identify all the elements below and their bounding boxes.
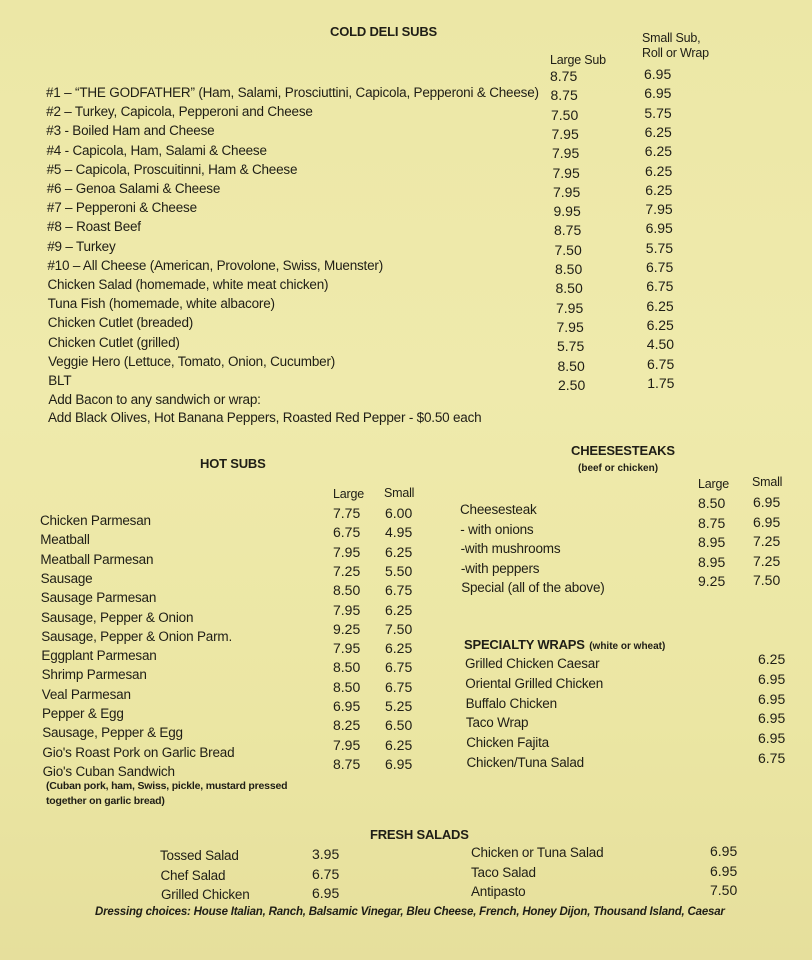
cold-sub-small-price: 5.75 bbox=[645, 239, 674, 256]
cuban-note-line2: together on garlic bread) bbox=[46, 795, 165, 807]
cold-sub-small-price: 6.25 bbox=[644, 123, 672, 140]
cold-sub-large-price: 8.50 bbox=[555, 261, 583, 277]
salad-name: Chicken or Tuna Salad bbox=[471, 845, 604, 860]
hot-sub-small-price: 4.95 bbox=[385, 524, 413, 541]
cheesesteaks-col-small-header: Small bbox=[752, 475, 783, 489]
cold-sub-name: #5 – Capicola, Proscuitinni, Ham & Cheese bbox=[46, 161, 298, 177]
cold-sub-name: Chicken Cutlet (grilled) bbox=[47, 334, 180, 350]
cheesesteak-small-price: 6.95 bbox=[753, 513, 781, 530]
hot-sub-name: Veal Parmesan bbox=[41, 686, 131, 702]
cold-col-large-header: Large Sub bbox=[550, 53, 606, 67]
hot-sub-name: Meatball bbox=[40, 532, 90, 548]
hot-sub-large-price: 8.50 bbox=[333, 659, 361, 676]
cold-sub-name: BLT bbox=[48, 373, 72, 388]
cold-sub-name: Add Bacon to any sandwich or wrap: bbox=[48, 392, 261, 408]
hot-sub-large-price: 6.95 bbox=[333, 698, 361, 714]
hot-sub-name: Sausage bbox=[40, 570, 93, 586]
wrap-price: 6.75 bbox=[758, 750, 786, 766]
cheesesteak-small-price: 7.25 bbox=[753, 533, 781, 549]
hot-sub-name: Shrimp Parmesan bbox=[41, 667, 147, 683]
cheesesteak-small-price: 6.95 bbox=[753, 494, 781, 510]
cheesesteak-small-price: 7.25 bbox=[753, 552, 781, 569]
cold-sub-small-price: 1.75 bbox=[647, 374, 675, 391]
cheesesteak-name: Special (all of the above) bbox=[461, 580, 605, 595]
hot-sub-name: Sausage, Pepper & Onion Parm. bbox=[41, 628, 233, 644]
hot-sub-small-price: 7.50 bbox=[385, 620, 413, 637]
wrap-price: 6.95 bbox=[758, 710, 786, 727]
cheesesteak-large-price: 9.25 bbox=[698, 573, 726, 589]
hot-sub-small-price: 6.75 bbox=[385, 659, 413, 676]
hot-sub-name: Sausage Parmesan bbox=[40, 590, 157, 606]
cheesesteak-name: -with mushrooms bbox=[460, 541, 561, 556]
cuban-note-line1: (Cuban pork, ham, Swiss, pickle, mustard pressed bbox=[46, 780, 288, 792]
cold-sub-large-price: 7.50 bbox=[554, 241, 582, 258]
cheesesteak-name: -with peppers bbox=[460, 560, 540, 576]
cold-sub-name: Tuna Fish (homemade, white albacore) bbox=[47, 296, 275, 312]
wrap-name: Chicken/Tuna Salad bbox=[466, 755, 584, 770]
hot-sub-name: Chicken Parmesan bbox=[40, 513, 151, 528]
cold-addon-line: Add Black Olives, Hot Banana Peppers, Roasted Red Pepper - $0.50 each bbox=[48, 410, 482, 425]
hot-sub-name: Meatball Parmesan bbox=[40, 551, 154, 567]
hot-sub-large-price: 7.75 bbox=[333, 505, 361, 521]
hot-col-large-header: Large bbox=[333, 487, 364, 501]
hot-sub-large-price: 8.75 bbox=[333, 755, 361, 772]
salad-name: Grilled Chicken bbox=[161, 887, 250, 902]
salad-price: 6.95 bbox=[312, 885, 340, 901]
wrap-price: 6.95 bbox=[758, 670, 786, 687]
cold-sub-large-price: 8.75 bbox=[550, 87, 578, 104]
cold-sub-small-price: 6.75 bbox=[646, 278, 674, 295]
cold-sub-name: #4 - Capicola, Ham, Salami & Cheese bbox=[46, 142, 267, 158]
hot-sub-large-price: 7.25 bbox=[333, 562, 361, 579]
cold-sub-name: #7 – Pepperoni & Cheese bbox=[46, 200, 197, 216]
hot-sub-small-price: 6.25 bbox=[385, 601, 413, 618]
hot-sub-name: Gio's Roast Pork on Garlic Bread bbox=[42, 744, 235, 760]
cheesesteak-name: - with onions bbox=[460, 521, 534, 537]
hot-sub-small-price: 5.50 bbox=[385, 562, 413, 579]
hot-sub-name: Sausage, Pepper & Egg bbox=[42, 725, 183, 741]
cold-sub-small-price: 6.25 bbox=[646, 316, 674, 333]
cold-sub-small-price: 6.25 bbox=[644, 143, 673, 160]
cold-sub-name: #6 – Genoa Salami & Cheese bbox=[46, 181, 221, 196]
hot-sub-large-price: 9.25 bbox=[333, 620, 361, 637]
salad-price: 6.75 bbox=[312, 865, 340, 882]
cold-sub-small-price: 6.25 bbox=[646, 297, 674, 314]
cheesesteak-large-price: 8.75 bbox=[698, 514, 726, 531]
hot-sub-small-price: 6.00 bbox=[385, 505, 413, 521]
cold-sub-large-price: 7.95 bbox=[556, 299, 584, 316]
cold-sub-large-price: 7.95 bbox=[551, 125, 579, 142]
salad-price: 7.50 bbox=[710, 882, 738, 898]
cheesesteaks-col-large-header: Large bbox=[698, 477, 729, 491]
hot-sub-small-price: 6.50 bbox=[385, 717, 413, 734]
cold-col-small-header-line2: Roll or Wrap bbox=[642, 46, 709, 60]
salad-price: 6.95 bbox=[710, 843, 738, 859]
hot-sub-name: Pepper & Egg bbox=[42, 706, 124, 721]
wraps-heading bbox=[464, 636, 665, 654]
salad-price: 6.95 bbox=[710, 862, 738, 879]
cold-sub-small-price: 4.50 bbox=[646, 336, 675, 353]
dressing-choices: Dressing choices: House Italian, Ranch, Balsamic Vinegar, Bleu Cheese, French, Honey Dijon, Thousand Island, Caesar bbox=[95, 906, 725, 918]
hot-sub-small-price: 6.95 bbox=[385, 755, 413, 772]
cold-sub-large-price: 8.50 bbox=[555, 280, 583, 297]
cold-sub-name: Chicken Cutlet (breaded) bbox=[47, 315, 194, 331]
cold-sub-large-price: 7.95 bbox=[556, 318, 584, 335]
wrap-name: Grilled Chicken Caesar bbox=[465, 656, 600, 671]
hot-sub-small-price: 6.25 bbox=[385, 640, 413, 657]
salad-price: 3.95 bbox=[312, 846, 340, 862]
hot-sub-large-price: 7.95 bbox=[333, 543, 361, 560]
cold-sub-large-price: 9.95 bbox=[553, 203, 581, 220]
cold-sub-small-price: 6.75 bbox=[647, 355, 675, 372]
hot-sub-small-price: 6.25 bbox=[385, 543, 413, 560]
hot-sub-large-price: 7.95 bbox=[333, 640, 361, 657]
cheesesteaks-title: CHEESESTEAKS bbox=[571, 443, 675, 458]
hot-sub-large-price: 8.50 bbox=[333, 678, 361, 695]
wraps-title: SPECIALTY WRAPS bbox=[464, 637, 585, 652]
hot-sub-small-price: 6.75 bbox=[385, 678, 413, 695]
cheesesteak-large-price: 8.95 bbox=[698, 553, 726, 570]
cold-sub-name: Veggie Hero (Lettuce, Tomato, Onion, Cucumber) bbox=[48, 353, 336, 369]
wrap-name: Buffalo Chicken bbox=[465, 695, 557, 711]
hot-sub-small-price: 5.25 bbox=[385, 698, 413, 714]
cold-sub-small-price: 6.25 bbox=[645, 181, 673, 198]
hot-sub-name: Sausage, Pepper & Onion bbox=[41, 609, 194, 625]
cold-col-small-header-line1: Small Sub, bbox=[642, 31, 701, 45]
cold-subs-title: COLD DELI SUBS bbox=[330, 24, 437, 39]
cold-sub-large-price: 8.50 bbox=[557, 357, 585, 374]
cold-sub-large-price: 7.95 bbox=[552, 164, 580, 181]
hot-sub-large-price: 8.25 bbox=[333, 717, 361, 734]
salads-title: FRESH SALADS bbox=[370, 827, 469, 842]
hot-sub-small-price: 6.75 bbox=[385, 582, 413, 599]
cold-sub-small-price: 5.75 bbox=[644, 104, 672, 121]
wrap-price: 6.25 bbox=[758, 651, 786, 667]
cold-sub-name: #10 – All Cheese (American, Provolone, Swiss, Muenster) bbox=[47, 257, 383, 273]
cold-sub-name: #2 – Turkey, Capicola, Pepperoni and Cheese bbox=[46, 104, 313, 120]
cold-sub-small-price: 7.95 bbox=[645, 201, 673, 218]
salad-name: Taco Salad bbox=[471, 864, 536, 880]
cold-sub-name: #1 – “THE GODFATHER” (Ham, Salami, Prosciuttini, Capicola, Pepperoni & Cheese) bbox=[46, 85, 539, 100]
hot-subs-title: HOT SUBS bbox=[200, 456, 266, 471]
wrap-name: Taco Wrap bbox=[465, 715, 529, 731]
salad-name: Chef Salad bbox=[160, 867, 226, 883]
cold-sub-large-price: 7.95 bbox=[552, 145, 580, 162]
wrap-price: 6.95 bbox=[758, 730, 786, 747]
hot-sub-small-price: 6.25 bbox=[385, 736, 413, 753]
cold-sub-large-price: 8.75 bbox=[554, 222, 582, 239]
cheesesteak-large-price: 8.50 bbox=[698, 495, 726, 511]
hot-sub-name: Eggplant Parmesan bbox=[41, 648, 157, 664]
cold-sub-small-price: 6.25 bbox=[645, 162, 673, 179]
cold-sub-small-price: 6.95 bbox=[644, 85, 672, 102]
wraps-subtitle: (white or wheat) bbox=[589, 641, 666, 652]
cold-sub-large-price: 5.75 bbox=[557, 338, 585, 355]
wrap-name: Chicken Fajita bbox=[466, 735, 549, 751]
wrap-name: Oriental Grilled Chicken bbox=[465, 675, 604, 691]
cold-sub-large-price: 7.50 bbox=[551, 106, 579, 123]
cold-sub-name: Chicken Salad (homemade, white meat chicken) bbox=[47, 277, 329, 292]
cold-sub-small-price: 6.75 bbox=[646, 259, 674, 275]
hot-sub-large-price: 7.95 bbox=[333, 736, 361, 753]
cold-sub-name: #8 – Roast Beef bbox=[47, 219, 141, 235]
hot-sub-large-price: 7.95 bbox=[333, 601, 361, 618]
cheesesteaks-subtitle: (beef or chicken) bbox=[578, 463, 659, 474]
hot-sub-large-price: 8.50 bbox=[333, 582, 361, 599]
cold-sub-small-price: 6.95 bbox=[645, 220, 673, 237]
cold-sub-large-price: 8.75 bbox=[550, 68, 578, 84]
hot-sub-name: Gio's Cuban Sandwich bbox=[42, 763, 175, 779]
cold-sub-name: #3 - Boiled Ham and Cheese bbox=[46, 123, 215, 139]
cold-sub-large-price: 2.50 bbox=[558, 376, 586, 393]
hot-col-small-header: Small bbox=[384, 486, 415, 500]
cheesesteak-small-price: 7.50 bbox=[753, 572, 781, 588]
salad-name: Antipasto bbox=[471, 884, 526, 899]
cold-sub-small-price: 6.95 bbox=[644, 66, 672, 82]
hot-sub-large-price: 6.75 bbox=[333, 524, 361, 541]
salad-name: Tossed Salad bbox=[160, 848, 239, 863]
cold-sub-large-price: 7.95 bbox=[553, 183, 581, 200]
wrap-price: 6.95 bbox=[758, 690, 786, 707]
cheesesteak-large-price: 8.95 bbox=[698, 534, 726, 550]
cold-sub-name: #9 – Turkey bbox=[47, 238, 116, 254]
cheesesteak-name: Cheesesteak bbox=[460, 502, 537, 517]
